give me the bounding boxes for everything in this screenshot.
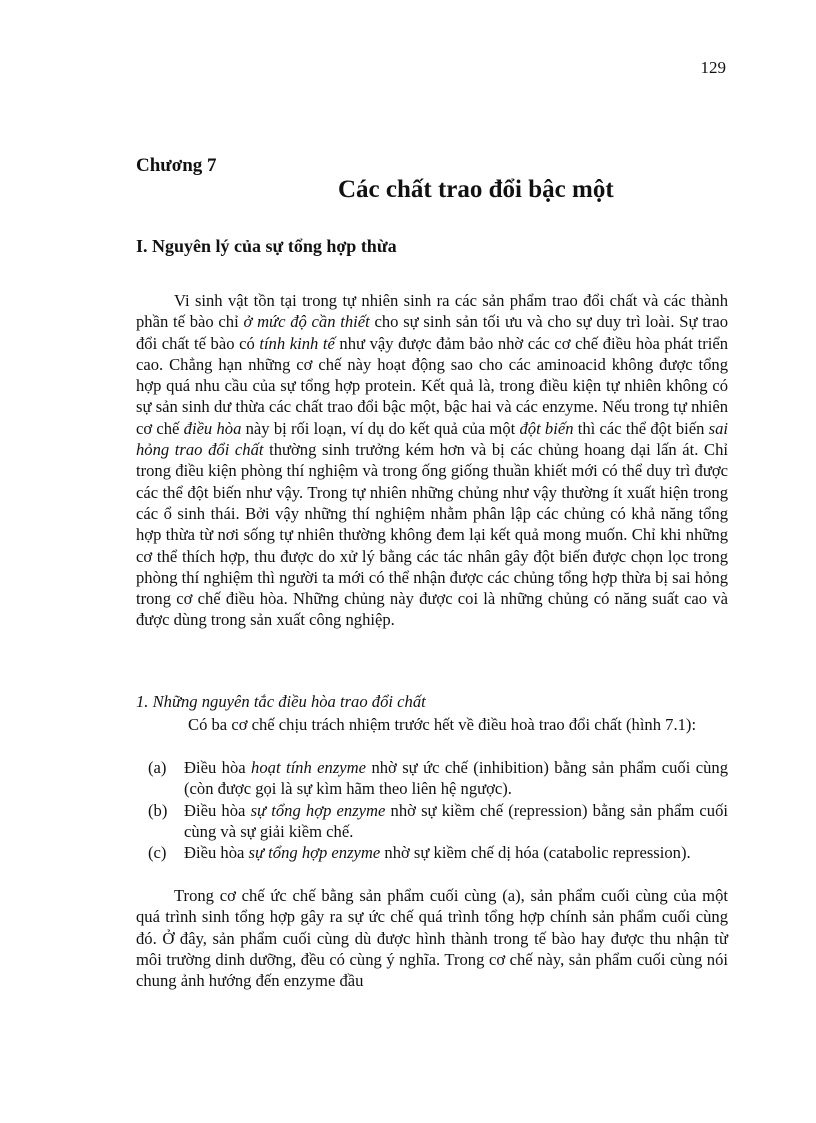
list-item — [136, 757, 728, 800]
text-run: thường sinh trưởng kém hơn và bị các chủng hoang dại lấn át. Chỉ trong điều kiện phòng thí nghiệm và trong ống giống thuần khiết mới có thể duy trì được các thể đột biến như vậy. Trong tự nhiên những chủng như vậy thường ít xuất hiện trong các ổ sinh thái. Bởi vậy những thí nghiệm nhằm phân lập các chủng có khả năng tổng hợp thừa từ nơi sống tự nhiên thường không đem lại kết quả mong muốn. Chỉ khi những cơ thể thích hợp, thu được do xử lý bằng các tác nhân gây đột biến được chọn lọc trong phòng thí nghiệm thì người ta mới có thể nhận được các chủng tổng hợp thừa bị sai hỏng trong cơ chế điều hòa. Những chủng này được coi là những chủng có năng suất cao và được dùng trong sản xuất công nghiệp. — [136, 440, 728, 630]
paragraph-feedback-inhibition: Trong cơ chế ức chế bằng sản phẩm cuối cùng (a), sản phẩm cuối cùng của một quá trình sinh tổng hợp gây ra sự ức chế quá trình tổng hợp chính sản phẩm cuối cùng đó. Ở đây, sản phẩm cuối cùng dù được hình thành trong tế bào hay được thu nhận từ môi trường dinh dưỡng, đều có cùng ý nghĩa. Trong cơ chế này, sản phẩm cuối cùng nói chung ảnh hướng đến enzyme đầu — [136, 886, 728, 991]
text-run: nhờ sự kiềm chế (repression) bằng sản phẩm cuối cùng và sự giải kiềm chế. — [184, 800, 728, 841]
emphasis-text: sự tổng hợp enzyme — [248, 843, 381, 863]
paragraph-intro — [136, 290, 728, 631]
mechanism-list — [136, 757, 728, 863]
text-run: Vi sinh vật tồn tại trong tự nhiên sinh ra các sản phẩm trao đổi chất và các thành phần tế bào chỉ — [136, 291, 728, 332]
emphasis-text: sự tổng hợp enzyme — [250, 800, 386, 820]
chapter-title: Các chất trao đổi bậc một — [338, 176, 614, 203]
text-run: nhờ sự kiềm chế dị hóa (catabolic repression). — [380, 843, 691, 863]
text-run: thì các thể đột biến — [573, 418, 709, 438]
list-marker: (b) — [148, 800, 168, 820]
text-run: này bị rối loạn, ví dụ do kết quả của một — [241, 418, 520, 438]
text-run: cho sự sinh sản tối ưu và cho sự duy trì loài. Sự trao đổi chất tế bào có — [136, 312, 728, 353]
section-heading: I. Nguyên lý của sự tổng hợp thừa — [136, 236, 397, 256]
emphasis-text: ở mức độ cần thiết — [243, 312, 370, 332]
subsection-heading: 1. Những nguyên tắc điều hòa trao đổi chất — [136, 692, 426, 711]
text-run: Điều hòa — [184, 843, 249, 863]
emphasis-text: điều hòa — [183, 418, 242, 438]
paragraph-mechanisms-intro: Có ba cơ chế chịu trách nhiệm trước hết về điều hoà trao đổi chất (hình 7.1): — [188, 715, 697, 734]
list-item — [136, 800, 728, 843]
text-run: nhờ sự ức chế (inhibition) bằng sản phẩm cuối cùng (còn được gọi là sự kìm hãm theo liên hệ ngược). — [184, 758, 728, 799]
emphasis-text: tính kinh tế — [259, 333, 335, 353]
emphasis-text: đột biến — [519, 418, 574, 438]
list-item — [136, 842, 728, 863]
emphasis-text: sai hỏng trao đổi chất — [136, 418, 729, 460]
text-run: Điều hòa — [184, 758, 252, 777]
list-marker: (c) — [148, 843, 167, 863]
page-number: 129 — [700, 58, 726, 77]
list-marker: (a) — [148, 758, 167, 777]
chapter-label: Chương 7 — [136, 155, 217, 176]
emphasis-text: hoạt tính enzyme — [251, 758, 367, 777]
text-run: Điều hòa — [184, 800, 251, 820]
text-run: như vậy được đảm bảo nhờ các cơ chế điều hòa phát triển cao. Chẳng hạn những cơ chế này hoạt động sao cho các aminoacid không được tổng hợp quá nhu cầu của sự tổng hợp protein. Kết quả là, trong điều kiện tự nhiên không có sự sản sinh dư thừa các chất trao đổi bậc một, bậc hai và các enzyme. Nếu trong tự nhiên cơ chế — [136, 333, 728, 438]
